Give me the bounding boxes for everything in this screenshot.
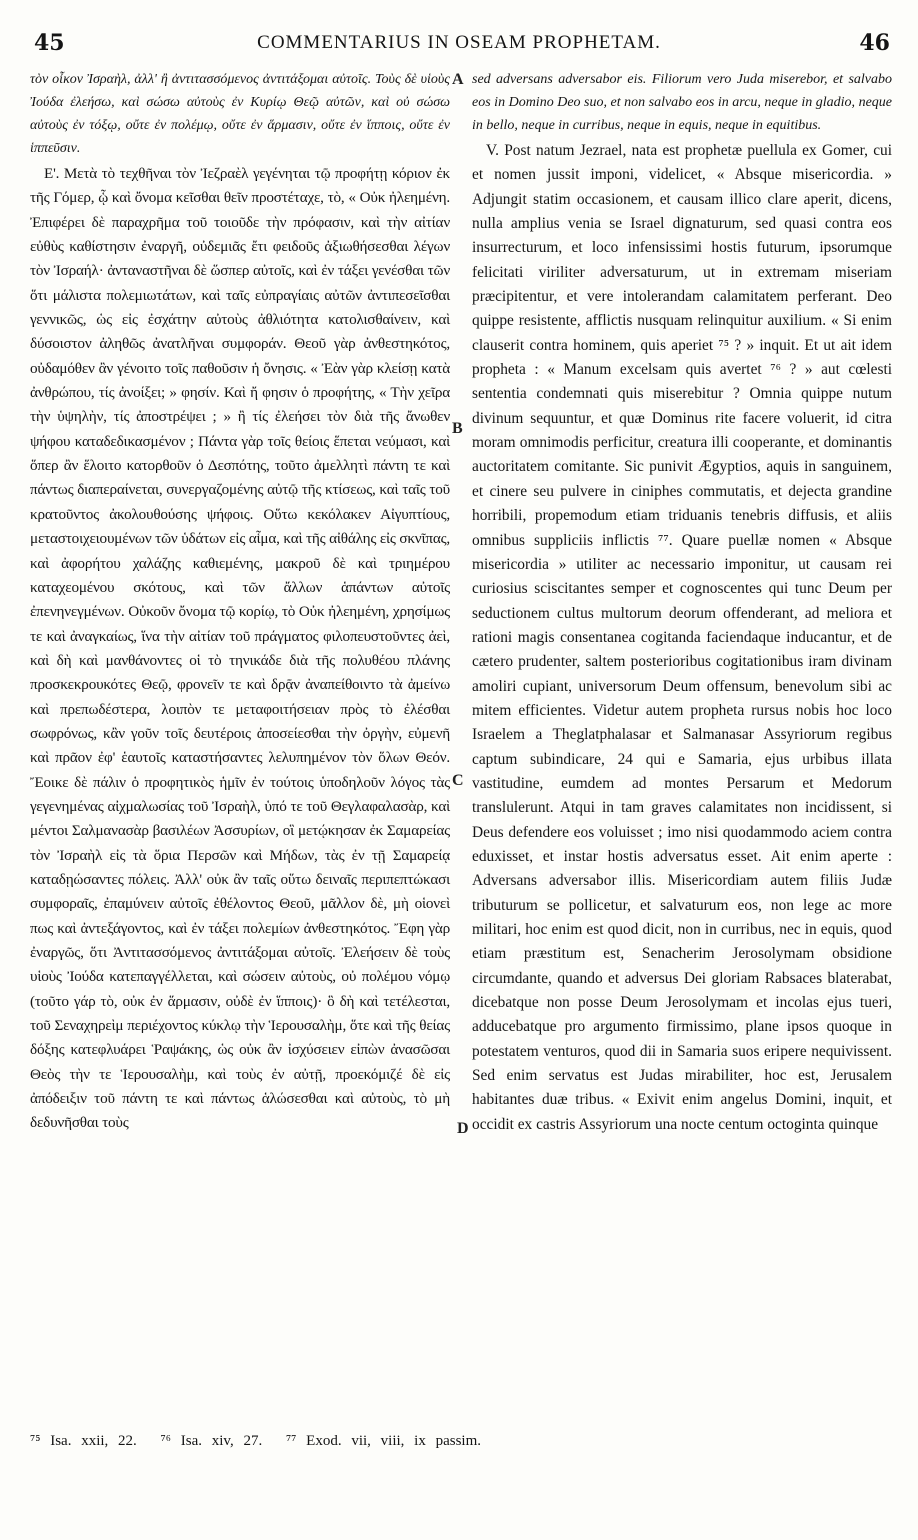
margin-letter-c: C <box>452 772 464 789</box>
latin-column <box>472 68 892 1137</box>
greek-scripture-quote: τὸν οἶκον Ἰσραὴλ, ἀλλ' ἢ ἀντιτασσόμενος ἀντιτάξομαι αὐτοῖς. Τοὺς δὲ υἱοὺς Ἰούδα ἐλεήσω, καὶ σώσω αὐτοὺς ἐν Κυρίῳ Θεῷ αὐτῶν, καὶ οὐ σώσω αὐτοὺς ἐν τόξῳ, οὔτε ἐν πολέμῳ, οὔτε ἐν ἅρμασιν, οὔτε ἐν ἵπποις, οὔτε ἐν ἱππεῦσιν. <box>30 72 450 156</box>
margin-letter-a: A <box>452 71 464 88</box>
latin-commentary: V. Post natum Jezrael, nata est prophetæ puellula ex Gomer, cui et nomen jussit imponi, videlicet, « Absque misericordia. » Adjungit statim occasionem, et causam illico clare aperit, dicens, nulla amplius venia se Israel dignaturum, sed quasi contra eos insurrecturum, et loco infensissimi hostis futurum, ipsorumque felicitati viriliter adversaturum, ut in extremam miseriam præcipitentur, et vere intolerandam calamitatem perferant. Deo quippe resistente, afflictis nusquam relinquitur auxilium. « Si enim clauserit contra hominem, quis aperiet ⁷⁵ ? » inquit. Et ut ait idem propheta : « Manum excelsam quis avertet ⁷⁶ ? » aut cœlesti sententia condemnati quis miserebitur ? Omnia quippe nutum divinum sequuntur, et quæ Dominus rite facere voluerit, id citra moram omnimodis perficitur, creatura illi cooperante, et dominantis auctoritatem comitante. Sic punivit Ægyptios, aquis in sanguinem, et cinere seu pulvere in ciniphes commutatis, et dejecta grandine horribili, propemodum etiam triduanis tenebris diffusis, et aliis omnibus suppliciis inflictis ⁷⁷. Quare puellæ nomen « Absque misericordia » utiliter ac necessario imponitur, ut causam rei curiosius sciscitantes semper et cognoscentes qui tunc Deum per seductionem cultus multorum deorum offenderant, ad meliora et rationi magis consentanea cogitanda faciendaque inducantur, et de cætero prudenter, saltem posterioribus cogitationibus iram divinam amoliri cupiant, universorum Deum offensum, benevolum sibi ac mitem efficientes. Videtur autem propheta rursus nobis hoc loco Israelem a Theglatphalasar et Salmanasar Assyriorum regibus captum subindicare, 24 qui e Samaria, ejus urbibus illata vastitudine, eumdem ad montes Persarum et Medorum translulerunt. Atqui in tam graves calamitates non incidissent, si Deus defendere eos voluisset ; imo nisi quodammodo aciem contra eduxisset, et instar hostis adversatus esset. Ait enim aperte : Adversans adversabor illis. Misericordiam autem filiis Judæ tributurum se pollicetur, et salvaturum eos, non lege ac more militari, hoc enim est quod dicit, non in curribus, nec in equis, quod etiam præstitum est, Senacherim Jerosolymam obsidione circumdante, quando et adversus Dei gloriam Rabsaces blaterabat, dicebatque non posse Deum Jerosolymam et incolas ejus tueri, adducebatque pro argumento firmissimo, plane ipsos quoque in potestatem venturos, quod dii in Samaria suos eripere nequivissent. Sed enim servatus est Judas mirabiliter, hoc est, Jerusalem habitantes duæ tribus. « Exivit enim angelus Domini, inquit, et occidit ex castris Assyriorum una nocte centum octoginta quinque <box>472 142 892 1133</box>
footnotes <box>30 1433 890 1450</box>
page-header <box>28 30 890 62</box>
margin-letter-b: B <box>452 420 463 437</box>
greek-commentary: Ε'. Μετὰ τὸ τεχθῆναι τὸν Ἰεζραὲλ γεγένηται τῷ προφήτῃ κόριον ἐκ τῆς Γόμερ, ᾧ καὶ ὄνομα κεῖσθαι θεῖν προστέταχε, τὸ, « Οὐκ ἠλεημένη. Ἐπιφέρει δὲ παραχρῆμα τοῦ τοιοῦδε τὴν πρόφασιν, καὶ τὴν αἰτίαν εὐθὺς καθίστησιν ἐναργῆ, οὐδεμιᾶς ἔτι φειδοῦς ἀξιωθήσεσθαι λέγων τὸν Ἰσραήλ· ἀνταναστῆναι δὲ ὥσπερ αὐτοῖς, καὶ ἐν τάξει γενέσθαι τῶν ὅτι μάλιστα πολεμιωτάτων, καὶ ταῖς εὐπραγίαις αὐτῶν ἀντιπεσεῖσθαι γεννικῶς, ὡς εἰς ἐσχάτην αὐτοὺς ἀθλιότητα κατολισθαίνειν, καὶ δύσοιστον ἀληθῶς ἀνατλῆναι συμφοράν. Θεοῦ γὰρ ἀνθεστηκότος, οὐδαμόθεν ἂν γένοιτο τοῖς παθοῦσιν ἡ ὄνησις. « Ἐὰν γὰρ κλείσῃ κατὰ ἀνθρώπου, τίς ἀνοίξει; » φησίν. Καὶ ἤ φησιν ὁ προφήτης, « Τὴν χεῖρα τὴν ὑψηλὴν, τίς ἀποστρέψει ; » ἢ τίς ἐλεήσει τὸν διὰ τῆς ἄνωθεν ψήφου καταδεδικασμένον ; Πάντα γὰρ τοῖς θείοις ἕπεται νεύμασι, καὶ ὅπερ ἂν ἕλοιτο κατορθοῦν ὁ Δεσπότης, τοῦτο ἀμελλητὶ πάντη τε καὶ πάντως διαπεραίνεται, συνεργαζομένης αὐτῷ τῆς κτίσεως, καὶ ταῖς τοῦ κρατοῦντος ἀκολουθούσης ψήφοις. Οὕτω κεκόλακεν Αἰγυπτίους, μεταστοιχειουμένων τῶν ὑδάτων εἰς αἷμα, καὶ τῆς αἰθάλης εἰς σκνῖπας, καὶ ἀφορήτου χαλάζης καθιεμένης, μακροῦ δὲ καὶ τριημέρου καταχεομένου σκότους, καὶ τῶν ἄλλων ἁπάντων αὐτοῖς ἐπενηνεγμένων. Οὐκοῦν ὄνομα τῷ κορίῳ, τὸ Οὐκ ἠλεημένη, χρησίμως τε καὶ ἀναγκαίως, ἵνα τὴν αἰτίαν τοῦ πράγματος φιλοπευστοῦντες ἀεὶ, καὶ δὴ καὶ μανθάνοντες οἱ τὸ τηνικάδε διὰ τῆς πολυθέου πλάνης προσκεκρουκότες Θεῷ, φρονεῖν τε καὶ δρᾷν ἀναπείθοιντο τὰ ἀμείνω καὶ πρεπωδέστερα, λοιπὸν τε μεταφοιτήσειαν πρὸς τὸ ἐλέσθαι σωφρόνως, κἂν γοῦν τοῖς δευτέροις ἀποσείεσθαι τὴν ὀργὴν, εὐμενῆ καὶ πρᾶον ἐφ' ἑαυτοῖς καταστήσαντες λελυπημένον τὸν ὅλων Θεόν. Ἔοικε δὲ πάλιν ὁ προφητικὸς ἡμῖν ἐν τούτοις ὑποδηλοῦν λόγος τὰς γεγενημένας αἰχμαλωσίας τοῦ Ἰσραὴλ, ὑπό τε τοῦ Θεγλαφαλασὰρ, καὶ μέντοι Σαλμανασὰρ βασιλέων Ἀσσυρίων, οἳ μετῴκησαν ἐκ Σαμαρείας τὸν Ἰσραὴλ εἰς τὰ ὅρια Περσῶν καὶ Μήδων, τὰς ἐν τῇ Σαμαρείᾳ καταδῃώσαντες πόλεις. Ἀλλ' οὐκ ἂν ταῖς οὕτω δειναῖς περιπεπτώκασι συμφοραῖς, ἐπαμύνειν αὐτοῖς ἐθέλοντος Θεοῦ, μᾶλλον δὲ, μὴ οἱονεὶ πως καὶ ἀντεξάγοντος, καὶ ἐν τάξει πολεμίων ἀνθεστηκότος. Ἔφη γὰρ ἐναργῶς, ὅτι Ἀντιτασσόμενος ἀντιτάξομαι αὐτοῖς. Ἐλεήσειν δὲ τοὺς υἱοὺς Ἰούδα κατεπαγγέλλεται, καὶ σώσειν αὐτοὺς, οὐ πολέμου νόμῳ (τοῦτο γάρ τὸ, οὐκ ἐν ἅρμασιν, οὐδὲ ἐν ἵπποις)· ὃ δὴ καὶ τετέλεσται, τοῦ Σεναχηρεὶμ περιέχοντος κύκλῳ τὴν Ἱερουσαλὴμ, ὅτε καὶ τῆς θείας δόξης κατεφλυάρει Ῥαψάκης, ὡς οὐκ ἂν ἰσχύσειεν εἰπὼν ἀνασῶσαι Θεὸς τὴν τε Ἱερουσαλὴμ, καὶ τοὺς ἐν αὐτῇ, προεκόμιζέ δὲ εἰς ἀπόδειξιν τοῦ πάντη τε καὶ πάντως ἁλώσεσθαι καὶ αὐτοὺς, τὸ μὴ δεδυνῆσθαι τοὺς <box>30 165 450 1132</box>
right-page-number: 46 <box>859 30 890 56</box>
running-title: COMMENTARIUS IN OSEAM PROPHETAM. <box>257 32 661 53</box>
footnote-76: ⁷⁶ Isa. xiv, 27. <box>160 1433 263 1449</box>
margin-letter-d: D <box>457 1120 469 1137</box>
footnote-77: ⁷⁷ Exod. vii, viii, ix passim. <box>285 1433 481 1449</box>
greek-column <box>30 68 450 1136</box>
left-page-number: 45 <box>34 30 65 56</box>
footnote-75: ⁷⁵ Isa. xxii, 22. <box>30 1433 137 1449</box>
latin-scripture-quote: sed adversans adversabor eis. Filiorum vero Juda miserebor, et salvabo eos in Domino Deo suo, et non salvabo eos in arcu, neque in gladio, neque in bello, neque in curribus, neque in equis, neque in equitibus. <box>472 72 892 133</box>
